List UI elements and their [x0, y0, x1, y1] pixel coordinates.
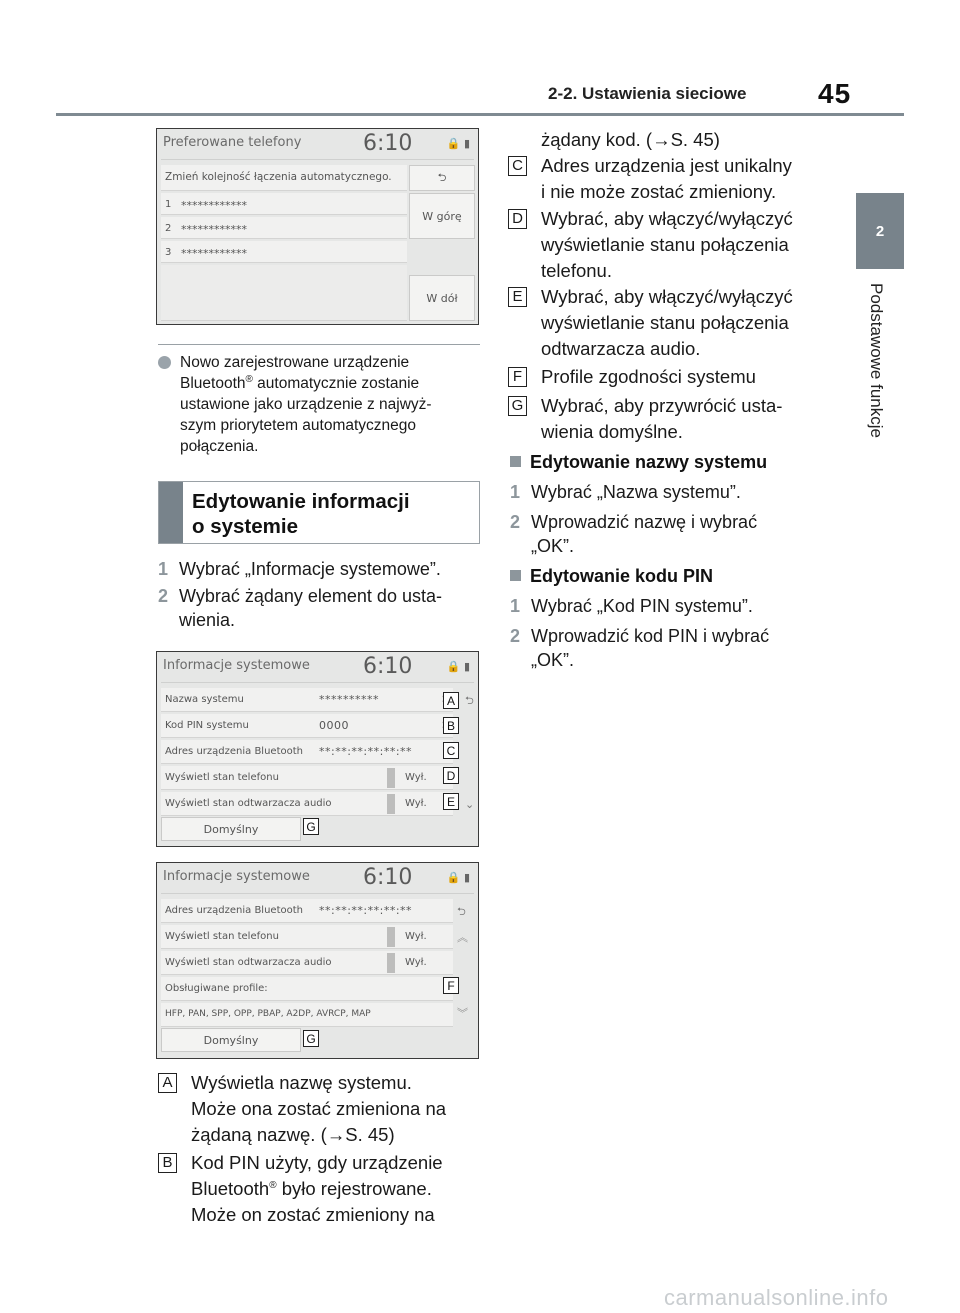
row-pin-code[interactable]: [161, 714, 453, 738]
row-label: Obsługiwane profile:: [165, 983, 268, 994]
row-system-name[interactable]: [161, 688, 453, 712]
item-e: [508, 284, 838, 362]
row-label: Wyświetl stan telefonu: [165, 931, 279, 942]
step-text: Wybrać „Nazwa systemu”.: [531, 482, 741, 502]
item-line: wyświetlanie stanu połączenia: [541, 234, 789, 255]
item-text: [541, 153, 838, 205]
step-line: Wprowadzić nazwę i wybrać: [531, 512, 758, 532]
toggle-indicator: [387, 953, 395, 973]
pin-step-2: [510, 624, 840, 672]
callout-key: E: [508, 287, 527, 307]
item-text: [541, 393, 838, 445]
row-label: Adres urządzenia Bluetooth: [165, 746, 303, 757]
toggle-state: Wył.: [405, 772, 427, 783]
back-icon[interactable]: ⮌: [457, 905, 466, 918]
step-number: 1: [158, 559, 169, 579]
note-line: ustawione jako urządzenie z najwyż-: [180, 396, 432, 413]
page-number: 45: [818, 78, 852, 109]
screen-clock: 6:10: [363, 654, 413, 679]
square-bullet-icon: [510, 456, 521, 467]
section-heading-line: o systemie: [192, 515, 298, 538]
section-header: 2-2. Ustawienia sieciowe: [548, 84, 747, 103]
phone-row-value: ************: [181, 247, 247, 260]
item-c: [508, 153, 838, 205]
item-line: telefonu.: [541, 260, 612, 281]
toggle-state: Wył.: [405, 798, 427, 809]
callout-key: D: [508, 209, 527, 229]
item-text: [541, 206, 838, 284]
empty-list-area: [161, 265, 407, 321]
callout-marker-g: G: [303, 1030, 319, 1047]
item-b: [158, 1150, 480, 1228]
step-line: Wybrać żądany element do usta-: [179, 586, 442, 606]
phone-row-number: 3: [165, 247, 172, 258]
callout-marker-b: B: [443, 717, 459, 734]
note-line: Bluetooth: [180, 375, 246, 392]
note-line: szym priorytetem automatycznego: [180, 417, 417, 434]
item-line: Bluetooth: [191, 1178, 270, 1199]
row-label: Kod PIN systemu: [165, 720, 249, 731]
step-text: [531, 510, 840, 558]
phone-row-value: ************: [181, 223, 247, 236]
callout-marker-d: D: [443, 767, 459, 784]
callout-key: C: [508, 156, 527, 176]
name-step-2: [510, 510, 840, 558]
chapter-tab: 2: [856, 193, 904, 269]
callout-marker-g: G: [303, 818, 319, 835]
row-profile-list: [161, 1003, 453, 1027]
item-line: Kod PIN użyty, gdy urządzenie: [191, 1152, 443, 1173]
item-line: wienia domyślne.: [541, 421, 683, 442]
screen-divider: [161, 893, 474, 894]
row-value: **:**:**:**:**:**: [319, 904, 413, 917]
callout-key: B: [158, 1153, 177, 1173]
row-bluetooth-address: [161, 899, 453, 923]
subheading-pin-edit: [510, 564, 840, 588]
row-bluetooth-address: [161, 740, 453, 764]
note-line: połączenia.: [180, 438, 259, 455]
step-line: wienia.: [179, 610, 236, 630]
screen-title: Preferowane telefony: [163, 135, 302, 150]
move-down-button[interactable]: W dół: [409, 275, 475, 321]
step-line: Wprowadzić kod PIN i wybrać: [531, 626, 770, 646]
row-label: HFP, PAN, SPP, OPP, PBAP, A2DP, AVRCP, MAP: [165, 1009, 371, 1019]
back-icon: ⮌: [437, 170, 447, 184]
item-text: Profile zgodności systemu: [541, 366, 756, 387]
item-g: [508, 393, 838, 445]
row-label: Wyświetl stan odtwarzacza audio: [165, 957, 332, 968]
item-text: [541, 284, 838, 362]
step-1: [158, 557, 480, 581]
step-number: 2: [510, 512, 521, 532]
section-heading-bar: [159, 482, 183, 543]
item-line: Wybrać, aby włączyć/wyłączyć: [541, 286, 793, 307]
item-text: [191, 1070, 480, 1148]
row-phone-status[interactable]: [161, 925, 453, 949]
callout-marker-c: C: [443, 742, 459, 759]
item-line: Wyświetla nazwę systemu.: [191, 1072, 412, 1093]
screen-system-info-2: [156, 862, 479, 1059]
row-value: **********: [319, 693, 379, 706]
info-note: [158, 344, 480, 457]
step-2: [158, 584, 480, 632]
phone-row-value: ************: [181, 199, 247, 212]
scroll-up-icon[interactable]: ︽: [457, 931, 468, 944]
screen-preferred-phones: [156, 128, 479, 325]
square-bullet-icon: [510, 570, 521, 581]
subheading-text: Edytowanie nazwy systemu: [530, 452, 768, 472]
toggle-indicator: [387, 794, 395, 814]
screen-title: Informacje systemowe: [163, 869, 310, 884]
item-b-continued: żądany kod. (→S. 45): [541, 129, 720, 150]
callout-key: A: [158, 1073, 177, 1093]
step-number: 1: [510, 482, 521, 502]
phone-row-2[interactable]: [161, 217, 407, 239]
step-text: [531, 624, 840, 672]
subtitle-text: Zmień kolejność łączenia automatycznego.: [165, 171, 392, 183]
row-supported-profiles: [161, 977, 453, 1001]
header-rule: [56, 113, 904, 116]
step-line: „OK”.: [531, 536, 574, 556]
screen-clock: 6:10: [363, 865, 413, 890]
status-icons: 🔒 ▮: [446, 660, 470, 673]
default-button[interactable]: Domyślny: [161, 817, 301, 841]
subtitle-row: [161, 165, 407, 191]
row-phone-status[interactable]: [161, 766, 453, 790]
scroll-down-icon[interactable]: ︾: [457, 1007, 468, 1020]
note-line: Nowo zarejestrowane urządzenie: [180, 354, 410, 371]
screen-divider: [161, 682, 474, 683]
screen-divider: [161, 159, 474, 160]
watermark: carmanualsonline.info: [664, 1285, 889, 1310]
item-line: Wybrać, aby przywrócić usta-: [541, 395, 783, 416]
step-number: 2: [158, 586, 169, 606]
row-label: Adres urządzenia Bluetooth: [165, 905, 303, 916]
scroll-down-icon: ⌄: [465, 798, 475, 811]
name-step-1: [510, 480, 840, 504]
item-line: żądaną nazwę. (→S. 45): [191, 1124, 395, 1145]
subheading-name-edit: [510, 450, 840, 474]
screen-system-info-1: [156, 651, 479, 847]
toggle-state: Wył.: [405, 931, 427, 942]
row-audio-status[interactable]: [161, 951, 453, 975]
toggle-state: Wył.: [405, 957, 427, 968]
step-number: 1: [510, 596, 521, 616]
row-label: Nazwa systemu: [165, 694, 244, 705]
row-audio-status[interactable]: [161, 792, 453, 816]
pin-step-1: [510, 594, 840, 618]
item-line: Może on zostać zmieniony na: [191, 1204, 435, 1225]
item-line: odtwarzacza audio.: [541, 338, 701, 359]
item-line: Wybrać, aby włączyć/wyłączyć: [541, 208, 793, 229]
phone-row-number: 1: [165, 199, 172, 210]
step-number: 2: [510, 626, 521, 646]
step-text: Wybrać „Kod PIN systemu”.: [531, 596, 753, 616]
item-d: [508, 206, 838, 284]
item-line: i nie może zostać zmieniony.: [541, 181, 777, 202]
callout-key: F: [508, 367, 527, 387]
callout-marker-f: F: [443, 977, 459, 994]
section-heading-line: Edytowanie informacji: [192, 490, 410, 513]
screen-title: Informacje systemowe: [163, 658, 310, 673]
registered-mark: ®: [245, 373, 253, 385]
item-f: [508, 364, 838, 390]
phone-row-1[interactable]: [161, 193, 407, 215]
section-heading-box: [158, 481, 480, 544]
step-line: „OK”.: [531, 650, 574, 670]
move-up-button[interactable]: W górę: [409, 193, 475, 239]
item-line: wyświetlanie stanu połączenia: [541, 312, 789, 333]
status-icons: 🔒 ▮: [446, 137, 470, 150]
bullet-icon: [158, 356, 171, 369]
status-icons: 🔒 ▮: [446, 871, 470, 884]
item-line: Może ona zostać zmieniona na: [191, 1098, 447, 1119]
callout-marker-a: A: [443, 692, 459, 709]
back-icon: ⮌: [465, 694, 474, 707]
row-value: 0000: [319, 719, 349, 732]
default-button[interactable]: Domyślny: [161, 1028, 301, 1052]
callout-key: G: [508, 396, 527, 416]
row-label: Wyświetl stan odtwarzacza audio: [165, 798, 332, 809]
step-text: Wybrać „Informacje systemowe”.: [179, 559, 441, 579]
section-heading: [192, 489, 410, 539]
note-text: [180, 352, 480, 457]
subheading-text: Edytowanie kodu PIN: [530, 566, 714, 586]
item-a: [158, 1070, 480, 1148]
phone-row-number: 2: [165, 223, 172, 234]
row-value: **:**:**:**:**:**: [319, 745, 413, 758]
item-line: było rejestrowane.: [276, 1178, 432, 1199]
chapter-label: Podstawowe funkcje: [867, 283, 886, 438]
registered-mark: ®: [269, 1179, 277, 1191]
row-label: Wyświetl stan telefonu: [165, 772, 279, 783]
toggle-indicator: [387, 927, 395, 947]
phone-row-3[interactable]: [161, 241, 407, 263]
step-text: [179, 584, 480, 632]
screen-clock: 6:10: [363, 131, 413, 156]
back-button[interactable]: [409, 165, 475, 191]
item-line: Adres urządzenia jest unikalny: [541, 155, 792, 176]
note-line: automatycznie zostanie: [252, 375, 420, 392]
toggle-indicator: [387, 768, 395, 788]
callout-marker-e: E: [443, 793, 459, 810]
item-text: [191, 1150, 480, 1228]
